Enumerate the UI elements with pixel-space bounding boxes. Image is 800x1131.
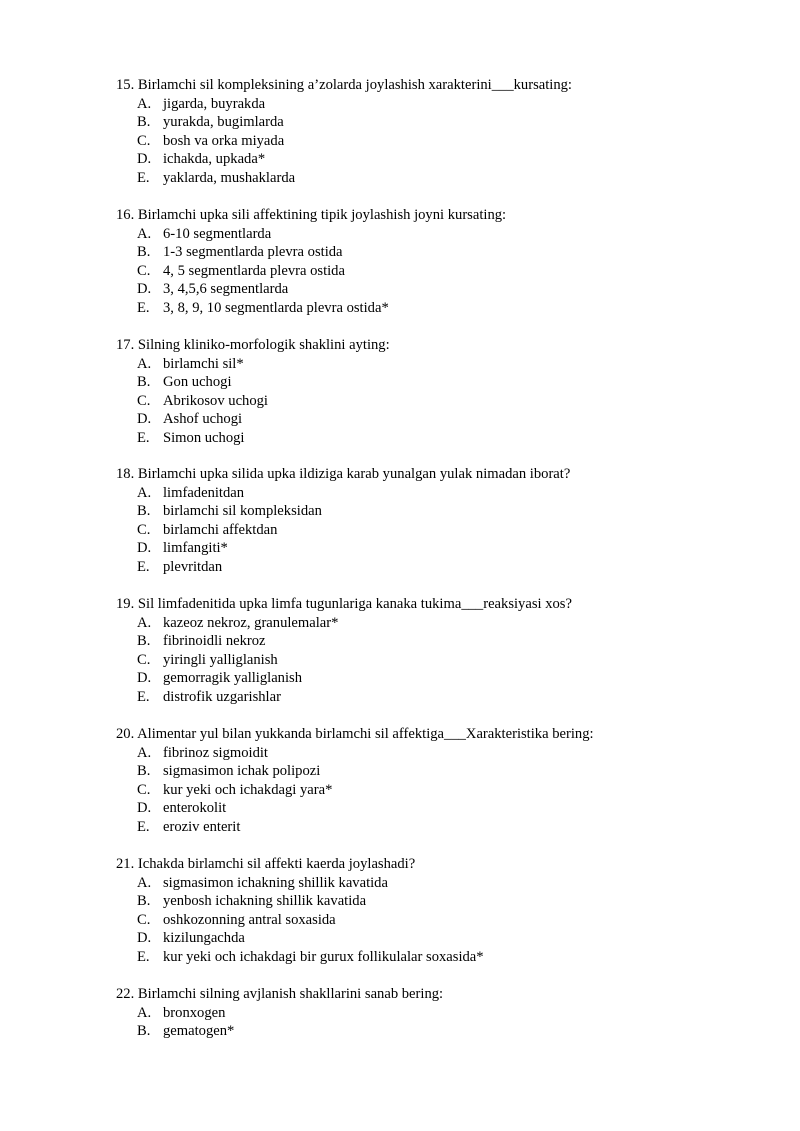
question-number: 17. [116, 337, 135, 353]
answer-option [116, 280, 776, 299]
answer-option [116, 818, 776, 837]
question-prompt: Silning kliniko-morfologik shaklini ayting: [137, 337, 390, 353]
option-text: ichakda, upkada* [163, 151, 266, 168]
question-text [116, 336, 776, 355]
option-text: limfadenitdan [163, 484, 245, 501]
answer-option [116, 539, 776, 558]
question-number: 18. [116, 466, 135, 482]
option-letter: A. [137, 484, 152, 501]
question-text [116, 206, 776, 225]
question-prompt: Birlamchi silning avjlanish shakllarini sanab bering: [137, 986, 444, 1002]
answer-options [116, 744, 776, 837]
option-text: 6-10 segmentlarda [163, 225, 272, 242]
answer-option [116, 614, 776, 633]
option-letter: B. [137, 503, 151, 520]
answer-option [116, 150, 776, 169]
question-prompt: Alimentar yul bilan yukkanda birlamchi sil affektiga___Xarakteristika bering: [137, 726, 594, 742]
option-letter: B. [137, 244, 151, 261]
option-letter: C. [137, 781, 151, 798]
answer-option [116, 1004, 776, 1023]
option-text: birlamchi sil kompleksidan [163, 503, 322, 520]
answer-option [116, 410, 776, 429]
option-text: kur yeki och ichakdagi yara* [163, 781, 333, 798]
option-letter: C. [137, 911, 151, 928]
option-letter: B. [137, 633, 151, 650]
option-text: kizilungachda [163, 930, 245, 947]
answer-option [116, 929, 776, 948]
question-text [116, 855, 776, 874]
option-letter: D. [137, 411, 152, 428]
option-letter: C. [137, 651, 151, 668]
answer-option [116, 392, 776, 411]
question-text [116, 595, 776, 614]
option-letter: D. [137, 670, 152, 687]
answer-option [116, 669, 776, 688]
option-letter: B. [137, 374, 151, 391]
option-letter: A. [137, 614, 152, 631]
answer-options [116, 355, 776, 448]
question-number: 15. [116, 77, 135, 93]
answer-option [116, 132, 776, 151]
option-letter: D. [137, 930, 152, 947]
answer-option [116, 502, 776, 521]
option-text: bronxogen [163, 1004, 226, 1021]
question-20 [116, 725, 776, 837]
option-text: Gon uchogi [163, 374, 232, 391]
option-text: kazeoz nekroz, granulemalar* [163, 614, 339, 631]
question-number: 22. [116, 986, 135, 1002]
option-text: sigmasimon ichakning shillik kavatida [163, 874, 388, 891]
option-letter: B. [137, 114, 151, 131]
option-letter: E. [137, 299, 150, 316]
answer-option [116, 429, 776, 448]
option-text: jigarda, buyrakda [163, 95, 266, 112]
answer-option [116, 781, 776, 800]
answer-option [116, 1022, 776, 1041]
answer-option [116, 225, 776, 244]
answer-options [116, 225, 776, 318]
option-text: 3, 8, 9, 10 segmentlarda plevra ostida* [163, 299, 389, 316]
option-text: enterokolit [163, 800, 227, 817]
answer-option [116, 299, 776, 318]
option-text: birlamchi sil* [163, 355, 244, 372]
option-letter: A. [137, 1004, 152, 1021]
answer-option [116, 762, 776, 781]
option-text: limfangiti* [163, 540, 228, 557]
option-letter: E. [137, 818, 150, 835]
question-prompt: Birlamchi sil kompleksining a’zolarda joylashish xarakterini___kursating: [137, 77, 572, 93]
question-prompt: Birlamchi upka silida upka ildiziga karab yunalgan yulak nimadan iborat? [137, 466, 571, 482]
option-letter: A. [137, 874, 152, 891]
option-letter: D. [137, 800, 152, 817]
answer-option [116, 521, 776, 540]
answer-option [116, 874, 776, 893]
question-text [116, 465, 776, 484]
question-22 [116, 985, 776, 1041]
option-text: birlamchi affektdan [163, 521, 278, 538]
answer-options [116, 1004, 776, 1041]
option-letter: A. [137, 355, 152, 372]
question-19 [116, 595, 776, 707]
question-number: 20. [116, 726, 135, 742]
question-text [116, 76, 776, 95]
answer-option [116, 911, 776, 930]
option-text: sigmasimon ichak polipozi [163, 763, 321, 780]
question-number: 21. [116, 856, 135, 872]
option-letter: D. [137, 151, 152, 168]
option-letter: E. [137, 558, 150, 575]
option-text: Abrikosov uchogi [163, 392, 268, 409]
answer-option [116, 262, 776, 281]
answer-option [116, 484, 776, 503]
answer-option [116, 558, 776, 577]
option-letter: C. [137, 521, 151, 538]
question-prompt: Birlamchi upka sili affektining tipik joylashish joyni kursating: [137, 207, 507, 223]
option-letter: B. [137, 763, 151, 780]
answer-option [116, 95, 776, 114]
answer-option [116, 632, 776, 651]
option-letter: D. [137, 540, 152, 557]
option-text: distrofik uzgarishlar [163, 688, 281, 705]
answer-options [116, 874, 776, 967]
question-number: 16. [116, 207, 135, 223]
answer-option [116, 355, 776, 374]
option-letter: A. [137, 225, 152, 242]
answer-option [116, 169, 776, 188]
option-letter: E. [137, 169, 150, 186]
option-letter: E. [137, 688, 150, 705]
question-prompt: Sil limfadenitida upka limfa tugunlariga kanaka tukima___reaksiyasi xos? [137, 596, 572, 612]
option-text: Simon uchogi [163, 429, 245, 446]
option-letter: B. [137, 1023, 151, 1040]
answer-option [116, 113, 776, 132]
option-text: Ashof uchogi [163, 411, 243, 428]
question-number: 19. [116, 596, 135, 612]
answer-option [116, 892, 776, 911]
option-letter: A. [137, 744, 152, 761]
answer-options [116, 614, 776, 707]
option-letter: C. [137, 392, 151, 409]
question-18 [116, 465, 776, 577]
option-text: yaklarda, mushaklarda [163, 169, 296, 186]
option-text: fibrinoz sigmoidit [163, 744, 268, 761]
answer-options [116, 484, 776, 577]
answer-option [116, 651, 776, 670]
answer-option [116, 744, 776, 763]
option-letter: E. [137, 948, 150, 965]
answer-option [116, 799, 776, 818]
option-text: yurakda, bugimlarda [163, 114, 284, 131]
option-text: eroziv enterit [163, 818, 241, 835]
option-letter: B. [137, 893, 151, 910]
option-letter: A. [137, 95, 152, 112]
answer-option [116, 243, 776, 262]
question-prompt: Ichakda birlamchi sil affekti kaerda joylashadi? [137, 856, 416, 872]
question-16 [116, 206, 776, 318]
answer-options [116, 95, 776, 188]
question-text [116, 725, 776, 744]
question-15 [116, 76, 776, 188]
option-text: gemorragik yalliglanish [163, 670, 303, 687]
option-text: yenbosh ichakning shillik kavatida [163, 893, 367, 910]
option-text: yiringli yalliglanish [163, 651, 278, 668]
option-text: 1-3 segmentlarda plevra ostida [163, 244, 343, 261]
question-text [116, 985, 776, 1004]
answer-option [116, 948, 776, 967]
option-text: kur yeki och ichakdagi bir gurux follikulalar soxasida* [163, 948, 484, 965]
option-text: plevritdan [163, 558, 223, 575]
question-21 [116, 855, 776, 967]
option-text: 4, 5 segmentlarda plevra ostida [163, 262, 345, 279]
option-letter: C. [137, 262, 151, 279]
option-letter: E. [137, 429, 150, 446]
question-17 [116, 336, 776, 448]
option-text: 3, 4,5,6 segmentlarda [163, 281, 289, 298]
option-letter: D. [137, 281, 152, 298]
option-text: gematogen* [163, 1023, 235, 1040]
option-letter: C. [137, 132, 151, 149]
option-text: oshkozonning antral soxasida [163, 911, 336, 928]
answer-option [116, 373, 776, 392]
option-text: fibrinoidli nekroz [163, 633, 266, 650]
answer-option [116, 688, 776, 707]
option-text: bosh va orka miyada [163, 132, 285, 149]
